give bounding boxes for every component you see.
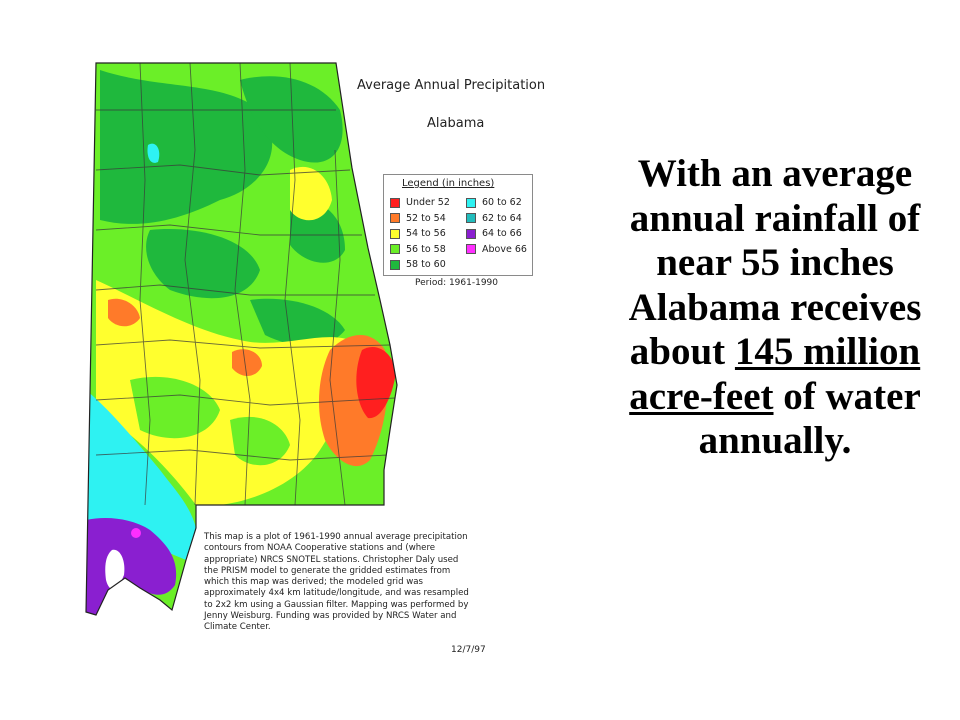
legend-item bbox=[390, 257, 450, 273]
legend-item bbox=[390, 195, 450, 211]
legend-item bbox=[466, 242, 527, 258]
caption-line: With an average bbox=[637, 152, 913, 195]
caption-text: about bbox=[629, 330, 735, 373]
legend-item bbox=[390, 242, 450, 258]
legend-swatch bbox=[390, 213, 400, 223]
legend-label: 52 to 54 bbox=[406, 212, 446, 224]
caption-line: annual rainfall of bbox=[629, 196, 921, 240]
legend-title: Legend (in inches) bbox=[402, 178, 495, 189]
legend-swatch bbox=[466, 198, 476, 208]
legend-label: 58 to 60 bbox=[406, 259, 446, 271]
legend-column-left bbox=[390, 195, 450, 273]
caption-line bbox=[605, 375, 945, 420]
map-period: Period: 1961-1990 bbox=[415, 278, 499, 288]
legend-label: 56 to 58 bbox=[406, 243, 446, 255]
caption-text: of water bbox=[773, 374, 921, 418]
legend-swatch bbox=[390, 198, 400, 208]
map-subtitle: Alabama bbox=[427, 116, 485, 131]
slide-caption bbox=[605, 152, 945, 464]
map-title: Average Annual Precipitation bbox=[357, 78, 546, 93]
legend-swatch bbox=[466, 244, 476, 254]
legend-swatch bbox=[390, 229, 400, 239]
legend-label: 62 to 64 bbox=[482, 212, 522, 224]
map-legend bbox=[383, 174, 533, 276]
legend-column-right bbox=[466, 195, 527, 257]
legend-label: 64 to 66 bbox=[482, 228, 522, 240]
caption-line bbox=[605, 330, 945, 375]
legend-label: Above 66 bbox=[482, 243, 527, 255]
map-date: 12/7/97 bbox=[451, 645, 486, 655]
caption-line: annually. bbox=[698, 419, 852, 462]
caption-underlined-unit: acre-feet bbox=[629, 374, 774, 418]
caption-line: Alabama receives bbox=[628, 285, 922, 329]
legend-swatch bbox=[390, 260, 400, 270]
legend-swatch bbox=[466, 229, 476, 239]
legend-item bbox=[466, 226, 527, 242]
legend-item bbox=[466, 195, 527, 211]
legend-label: Under 52 bbox=[406, 197, 450, 209]
legend-item bbox=[390, 226, 450, 242]
legend-label: 54 to 56 bbox=[406, 228, 446, 240]
legend-label: 60 to 62 bbox=[482, 197, 522, 209]
caption-underlined-volume: 145 million bbox=[734, 330, 921, 373]
legend-swatch bbox=[390, 244, 400, 254]
legend-swatch bbox=[466, 213, 476, 223]
legend-item bbox=[390, 211, 450, 227]
map-note: This map is a plot of 1961-1990 annual average precipitation contours from NOAA Cooperative stations and (where appropriate) NRCS SNOTEL stations. Christopher Daly used the PRISM model to generate the gridded estimates from which this map was derived; the modeled grid was approximately 4x4 km latitude/longitude, and was resampled to 2x2 km using a Gaussian filter. Mapping was performed by Jenny Weisburg. Funding was provided by NRCS Water and Climate Center. bbox=[204, 532, 469, 633]
caption-line: near 55 inches bbox=[656, 241, 894, 284]
legend-item bbox=[466, 211, 527, 227]
